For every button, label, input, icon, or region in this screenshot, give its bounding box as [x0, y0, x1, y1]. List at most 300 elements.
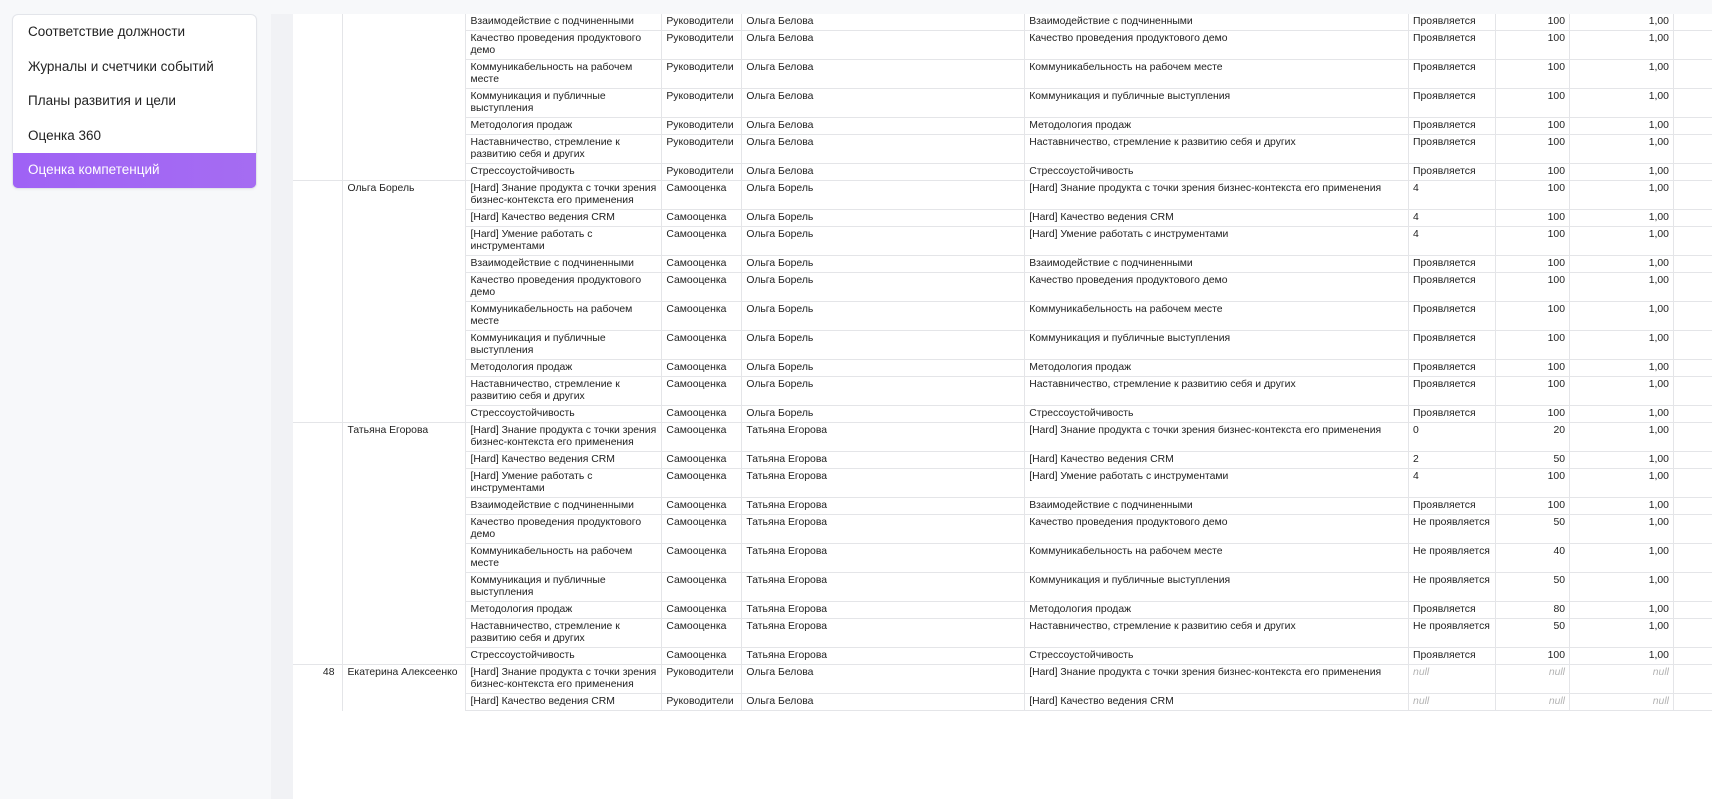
level-cell: Проявляется: [1409, 360, 1496, 377]
score-cell: 20: [1496, 423, 1570, 452]
score-cell: 100: [1496, 302, 1570, 331]
evaluator-cell: Ольга Белова: [742, 694, 1025, 711]
employee-name-cell: [343, 619, 466, 648]
empty-cell: [1673, 469, 1712, 498]
level-cell: Проявляется: [1409, 406, 1496, 423]
weight-cell: 1,00: [1570, 256, 1674, 273]
competency-full-cell: Наставничество, стремление к развитию себя и других: [1025, 619, 1409, 648]
empty-cell: [1673, 256, 1712, 273]
competency-cell: [Hard] Знание продукта с точки зрения бизнес-контекста его применения: [466, 665, 662, 694]
weight-cell: 1,00: [1570, 406, 1674, 423]
evaluation-type-cell: Самооценка: [662, 360, 742, 377]
competency-cell: Взаимодействие с подчиненными: [466, 498, 662, 515]
evaluator-cell: Татьяна Егорова: [742, 648, 1025, 665]
evaluation-type-cell: Руководители: [662, 14, 742, 31]
evaluation-type-cell: Руководители: [662, 135, 742, 164]
evaluation-type-cell: Самооценка: [662, 210, 742, 227]
employee-name-cell: [343, 377, 466, 406]
employee-name-cell: [343, 515, 466, 544]
employee-name-cell: Татьяна Егорова: [343, 423, 466, 452]
competency-full-cell: Коммуникация и публичные выступления: [1025, 89, 1409, 118]
empty-cell: [1673, 602, 1712, 619]
competency-full-cell: Наставничество, стремление к развитию себя и других: [1025, 135, 1409, 164]
evaluation-type-cell: Самооценка: [662, 469, 742, 498]
employee-name-cell: [343, 256, 466, 273]
evaluator-cell: Татьяна Егорова: [742, 498, 1025, 515]
weight-cell: 1,00: [1570, 164, 1674, 181]
score-cell: 50: [1496, 452, 1570, 469]
empty-cell: [1673, 164, 1712, 181]
employee-name-cell: [343, 273, 466, 302]
level-cell: Проявляется: [1409, 31, 1496, 60]
row-number-cell: [293, 60, 343, 89]
competency-full-cell: Качество проведения продуктового демо: [1025, 273, 1409, 302]
evaluation-type-cell: Руководители: [662, 694, 742, 711]
table-row: [293, 118, 1712, 135]
table-row: [293, 544, 1712, 573]
employee-name-cell: [343, 602, 466, 619]
competency-cell: [Hard] Качество ведения CRM: [466, 210, 662, 227]
table-row: [293, 423, 1712, 452]
empty-cell: [1673, 14, 1712, 31]
evaluation-type-cell: Самооценка: [662, 648, 742, 665]
evaluator-cell: Ольга Белова: [742, 135, 1025, 164]
competency-full-cell: [Hard] Качество ведения CRM: [1025, 452, 1409, 469]
employee-name-cell: [343, 164, 466, 181]
competency-full-cell: Стрессоустойчивость: [1025, 648, 1409, 665]
competency-full-cell: Стрессоустойчивость: [1025, 164, 1409, 181]
row-number-cell: [293, 423, 343, 452]
empty-cell: [1673, 118, 1712, 135]
table-row: [293, 227, 1712, 256]
row-number-cell: [293, 406, 343, 423]
weight-cell: 1,00: [1570, 648, 1674, 665]
score-cell: 100: [1496, 164, 1570, 181]
evaluator-cell: Ольга Белова: [742, 118, 1025, 135]
weight-cell: 1,00: [1570, 515, 1674, 544]
weight-cell: 1,00: [1570, 423, 1674, 452]
competency-cell: Качество проведения продуктового демо: [466, 515, 662, 544]
score-cell: 100: [1496, 31, 1570, 60]
competency-full-cell: Взаимодействие с подчиненными: [1025, 256, 1409, 273]
evaluator-cell: Татьяна Егорова: [742, 423, 1025, 452]
score-cell: 100: [1496, 406, 1570, 423]
row-number-cell: [293, 273, 343, 302]
evaluator-cell: Ольга Борель: [742, 331, 1025, 360]
row-number-cell: [293, 515, 343, 544]
row-number-cell: [293, 118, 343, 135]
score-cell: 50: [1496, 619, 1570, 648]
competency-full-cell: Качество проведения продуктового демо: [1025, 515, 1409, 544]
level-cell: Проявляется: [1409, 60, 1496, 89]
evaluator-cell: Ольга Борель: [742, 273, 1025, 302]
evaluation-type-cell: Самооценка: [662, 498, 742, 515]
report-content-area: [271, 14, 1712, 799]
employee-name-cell: [343, 648, 466, 665]
table-row: [293, 648, 1712, 665]
sidebar-item-1[interactable]: Соответствие должности: [28, 24, 186, 39]
competency-cell: Коммуникация и публичные выступления: [466, 89, 662, 118]
row-number-cell: [293, 135, 343, 164]
empty-cell: [1673, 377, 1712, 406]
sidebar-item-2[interactable]: Журналы и счетчики событий: [28, 58, 214, 74]
competency-full-cell: Взаимодействие с подчиненными: [1025, 498, 1409, 515]
competency-cell: Методология продаж: [466, 602, 662, 619]
evaluator-cell: Ольга Борель: [742, 377, 1025, 406]
row-number-cell: [293, 498, 343, 515]
evaluation-type-cell: Руководители: [662, 665, 742, 694]
competency-full-cell: [Hard] Качество ведения CRM: [1025, 210, 1409, 227]
evaluation-type-cell: Руководители: [662, 164, 742, 181]
evaluator-cell: Татьяна Егорова: [742, 469, 1025, 498]
row-number-cell: [293, 89, 343, 118]
row-number-cell: [293, 31, 343, 60]
row-number-cell: 48: [293, 665, 343, 694]
level-cell: Не проявляется: [1409, 619, 1496, 648]
competency-cell: [Hard] Качество ведения CRM: [466, 452, 662, 469]
evaluation-type-cell: Самооценка: [662, 544, 742, 573]
competency-full-cell: [Hard] Знание продукта с точки зрения бизнес-контекста его применения: [1025, 181, 1409, 210]
evaluation-type-cell: Самооценка: [662, 256, 742, 273]
table-row: [293, 60, 1712, 89]
competency-full-cell: Коммуникабельность на рабочем месте: [1025, 60, 1409, 89]
empty-cell: [1673, 89, 1712, 118]
competency-full-cell: [Hard] Знание продукта с точки зрения бизнес-контекста его применения: [1025, 665, 1409, 694]
weight-cell: null: [1570, 665, 1674, 694]
employee-name-cell: [343, 498, 466, 515]
level-cell: Проявляется: [1409, 14, 1496, 31]
evaluation-type-cell: Самооценка: [662, 423, 742, 452]
evaluator-cell: Татьяна Егорова: [742, 619, 1025, 648]
table-row: [293, 665, 1712, 694]
weight-cell: 1,00: [1570, 544, 1674, 573]
competency-cell: Стрессоустойчивость: [466, 406, 662, 423]
score-cell: 100: [1496, 60, 1570, 89]
evaluator-cell: Ольга Белова: [742, 164, 1025, 181]
level-cell: 2: [1409, 452, 1496, 469]
row-number-cell: [293, 227, 343, 256]
level-cell: null: [1409, 694, 1496, 711]
table-row: [293, 256, 1712, 273]
weight-cell: 1,00: [1570, 377, 1674, 406]
competency-full-cell: Коммуникация и публичные выступления: [1025, 573, 1409, 602]
score-cell: 100: [1496, 273, 1570, 302]
evaluator-cell: Татьяна Егорова: [742, 544, 1025, 573]
competency-cell: Методология продаж: [466, 118, 662, 135]
level-cell: Проявляется: [1409, 89, 1496, 118]
empty-cell: [1673, 694, 1712, 711]
level-cell: Проявляется: [1409, 164, 1496, 181]
evaluation-type-cell: Самооценка: [662, 227, 742, 256]
evaluator-cell: Ольга Белова: [742, 665, 1025, 694]
employee-name-cell: [343, 544, 466, 573]
sidebar-item-4[interactable]: Оценка 360: [28, 127, 102, 143]
evaluator-cell: Ольга Белова: [742, 14, 1025, 31]
evaluator-cell: Ольга Борель: [742, 227, 1025, 256]
competency-full-cell: Взаимодействие с подчиненными: [1025, 14, 1409, 31]
weight-cell: 1,00: [1570, 273, 1674, 302]
row-number-cell: [293, 377, 343, 406]
report-nav-menu: [12, 14, 257, 189]
score-cell: 80: [1496, 602, 1570, 619]
employee-name-cell: [343, 360, 466, 377]
score-cell: 100: [1496, 89, 1570, 118]
empty-cell: [1673, 452, 1712, 469]
evaluator-cell: Ольга Борель: [742, 210, 1025, 227]
evaluator-cell: Ольга Борель: [742, 181, 1025, 210]
evaluation-type-cell: Самооценка: [662, 377, 742, 406]
score-cell: 100: [1496, 256, 1570, 273]
score-cell: 100: [1496, 498, 1570, 515]
competency-cell: Взаимодействие с подчиненными: [466, 256, 662, 273]
empty-cell: [1673, 210, 1712, 227]
employee-name-cell: [343, 302, 466, 331]
level-cell: Проявляется: [1409, 602, 1496, 619]
row-number-cell: [293, 694, 343, 711]
empty-cell: [1673, 648, 1712, 665]
evaluation-type-cell: Самооценка: [662, 273, 742, 302]
employee-name-cell: Ольга Борель: [343, 181, 466, 210]
weight-cell: 1,00: [1570, 135, 1674, 164]
level-cell: Не проявляется: [1409, 515, 1496, 544]
weight-cell: 1,00: [1570, 602, 1674, 619]
row-number-cell: [293, 573, 343, 602]
weight-cell: 1,00: [1570, 619, 1674, 648]
evaluation-type-cell: Руководители: [662, 60, 742, 89]
weight-cell: 1,00: [1570, 89, 1674, 118]
level-cell: Проявляется: [1409, 118, 1496, 135]
level-cell: 0: [1409, 423, 1496, 452]
weight-cell: 1,00: [1570, 331, 1674, 360]
evaluator-cell: Ольга Борель: [742, 360, 1025, 377]
competency-full-cell: Методология продаж: [1025, 360, 1409, 377]
row-number-cell: [293, 164, 343, 181]
table-row: [293, 452, 1712, 469]
level-cell: 4: [1409, 210, 1496, 227]
level-cell: null: [1409, 665, 1496, 694]
competency-table-sheet[interactable]: [293, 14, 1712, 799]
sidebar-item-3[interactable]: Планы развития и цели: [28, 93, 176, 108]
employee-name-cell: [343, 60, 466, 89]
empty-cell: [1673, 302, 1712, 331]
level-cell: Проявляется: [1409, 302, 1496, 331]
level-cell: 4: [1409, 469, 1496, 498]
evaluation-type-cell: Самооценка: [662, 452, 742, 469]
weight-cell: 1,00: [1570, 302, 1674, 331]
empty-cell: [1673, 31, 1712, 60]
row-number-cell: [293, 331, 343, 360]
empty-cell: [1673, 181, 1712, 210]
row-number-cell: [293, 14, 343, 31]
row-number-cell: [293, 360, 343, 377]
evaluator-cell: Ольга Белова: [742, 31, 1025, 60]
evaluation-type-cell: Самооценка: [662, 602, 742, 619]
table-row: [293, 302, 1712, 331]
competency-cell: [Hard] Знание продукта с точки зрения бизнес-контекста его применения: [466, 181, 662, 210]
score-cell: 100: [1496, 14, 1570, 31]
weight-cell: 1,00: [1570, 31, 1674, 60]
empty-cell: [1673, 406, 1712, 423]
competency-cell: Методология продаж: [466, 360, 662, 377]
employee-name-cell: [343, 452, 466, 469]
table-row: [293, 619, 1712, 648]
evaluation-type-cell: Руководители: [662, 118, 742, 135]
empty-cell: [1673, 515, 1712, 544]
weight-cell: 1,00: [1570, 14, 1674, 31]
level-cell: Проявляется: [1409, 331, 1496, 360]
table-row: [293, 602, 1712, 619]
employee-name-cell: [343, 227, 466, 256]
score-cell: null: [1496, 665, 1570, 694]
competency-full-cell: [Hard] Знание продукта с точки зрения бизнес-контекста его применения: [1025, 423, 1409, 452]
competency-cell: Стрессоустойчивость: [466, 648, 662, 665]
empty-cell: [1673, 60, 1712, 89]
table-row: [293, 135, 1712, 164]
level-cell: 4: [1409, 227, 1496, 256]
competency-full-cell: Качество проведения продуктового демо: [1025, 31, 1409, 60]
weight-cell: 1,00: [1570, 498, 1674, 515]
evaluator-cell: Ольга Белова: [742, 89, 1025, 118]
weight-cell: null: [1570, 694, 1674, 711]
evaluation-type-cell: Руководители: [662, 89, 742, 118]
competency-cell: Коммуникация и публичные выступления: [466, 331, 662, 360]
evaluator-cell: Ольга Белова: [742, 60, 1025, 89]
table-row: [293, 515, 1712, 544]
level-cell: Проявляется: [1409, 135, 1496, 164]
row-number-cell: [293, 648, 343, 665]
score-cell: 100: [1496, 118, 1570, 135]
employee-name-cell: [343, 135, 466, 164]
level-cell: Не проявляется: [1409, 573, 1496, 602]
employee-name-cell: Екатерина Алексеенко: [343, 665, 466, 694]
competency-cell: Наставничество, стремление к развитию себя и других: [466, 619, 662, 648]
table-row: [293, 406, 1712, 423]
employee-name-cell: [343, 31, 466, 60]
level-cell: Проявляется: [1409, 377, 1496, 406]
score-cell: 100: [1496, 210, 1570, 227]
evaluation-type-cell: Самооценка: [662, 331, 742, 360]
weight-cell: 1,00: [1570, 118, 1674, 135]
evaluation-type-cell: Самооценка: [662, 302, 742, 331]
row-number-cell: [293, 210, 343, 227]
table-row: [293, 31, 1712, 60]
score-cell: 100: [1496, 648, 1570, 665]
empty-cell: [1673, 619, 1712, 648]
level-cell: 4: [1409, 181, 1496, 210]
level-cell: Проявляется: [1409, 256, 1496, 273]
score-cell: 100: [1496, 377, 1570, 406]
employee-name-cell: [343, 210, 466, 227]
competency-cell: Коммуникация и публичные выступления: [466, 573, 662, 602]
competency-full-cell: Коммуникабельность на рабочем месте: [1025, 302, 1409, 331]
empty-cell: [1673, 423, 1712, 452]
evaluator-cell: Татьяна Егорова: [742, 573, 1025, 602]
evaluation-type-cell: Самооценка: [662, 515, 742, 544]
row-number-cell: [293, 181, 343, 210]
employee-name-cell: [343, 469, 466, 498]
competency-full-cell: [Hard] Умение работать с инструментами: [1025, 227, 1409, 256]
table-row: [293, 331, 1712, 360]
evaluation-type-cell: Самооценка: [662, 181, 742, 210]
weight-cell: 1,00: [1570, 227, 1674, 256]
employee-name-cell: [343, 89, 466, 118]
weight-cell: 1,00: [1570, 60, 1674, 89]
table-row: [293, 498, 1712, 515]
evaluator-cell: Татьяна Егорова: [742, 602, 1025, 619]
table-row: [293, 164, 1712, 181]
table-row: [293, 89, 1712, 118]
employee-name-cell: [343, 406, 466, 423]
score-cell: 50: [1496, 515, 1570, 544]
competency-full-cell: [Hard] Качество ведения CRM: [1025, 694, 1409, 711]
evaluation-type-cell: Руководители: [662, 31, 742, 60]
competency-cell: Качество проведения продуктового демо: [466, 273, 662, 302]
weight-cell: 1,00: [1570, 181, 1674, 210]
empty-cell: [1673, 273, 1712, 302]
weight-cell: 1,00: [1570, 452, 1674, 469]
table-row: [293, 273, 1712, 302]
evaluation-type-cell: Самооценка: [662, 406, 742, 423]
evaluator-cell: Татьяна Егорова: [742, 515, 1025, 544]
evaluator-cell: Татьяна Егорова: [742, 452, 1025, 469]
competency-full-cell: [Hard] Умение работать с инструментами: [1025, 469, 1409, 498]
weight-cell: 1,00: [1570, 573, 1674, 602]
empty-cell: [1673, 498, 1712, 515]
competency-full-cell: Наставничество, стремление к развитию себя и других: [1025, 377, 1409, 406]
table-row: [293, 469, 1712, 498]
empty-cell: [1673, 331, 1712, 360]
row-number-cell: [293, 469, 343, 498]
empty-cell: [1673, 665, 1712, 694]
evaluator-cell: Ольга Борель: [742, 406, 1025, 423]
competency-cell: [Hard] Умение работать с инструментами: [466, 469, 662, 498]
score-cell: 100: [1496, 181, 1570, 210]
weight-cell: 1,00: [1570, 360, 1674, 377]
row-number-cell: [293, 256, 343, 273]
competency-full-cell: Методология продаж: [1025, 602, 1409, 619]
sidebar-item-5[interactable]: Оценка компетенций: [13, 153, 256, 188]
level-cell: Не проявляется: [1409, 544, 1496, 573]
competency-full-cell: Стрессоустойчивость: [1025, 406, 1409, 423]
row-number-cell: [293, 619, 343, 648]
table-row: [293, 694, 1712, 711]
empty-cell: [1673, 573, 1712, 602]
competency-full-cell: Коммуникация и публичные выступления: [1025, 331, 1409, 360]
evaluator-cell: Ольга Борель: [742, 256, 1025, 273]
empty-cell: [1673, 135, 1712, 164]
competency-cell: Коммуникабельность на рабочем месте: [466, 60, 662, 89]
employee-name-cell: [343, 694, 466, 711]
table-row: [293, 360, 1712, 377]
competency-cell: [Hard] Умение работать с инструментами: [466, 227, 662, 256]
level-cell: Проявляется: [1409, 648, 1496, 665]
table-row: [293, 181, 1712, 210]
score-cell: 50: [1496, 573, 1570, 602]
weight-cell: 1,00: [1570, 210, 1674, 227]
row-number-cell: [293, 452, 343, 469]
competency-cell: Наставничество, стремление к развитию себя и других: [466, 377, 662, 406]
empty-cell: [1673, 227, 1712, 256]
score-cell: 100: [1496, 469, 1570, 498]
evaluation-type-cell: Самооценка: [662, 619, 742, 648]
employee-name-cell: [343, 331, 466, 360]
table-row: [293, 573, 1712, 602]
score-cell: 40: [1496, 544, 1570, 573]
competency-cell: Стрессоустойчивость: [466, 164, 662, 181]
score-cell: null: [1496, 694, 1570, 711]
table-row: [293, 210, 1712, 227]
competency-assessment-table: [293, 14, 1712, 711]
